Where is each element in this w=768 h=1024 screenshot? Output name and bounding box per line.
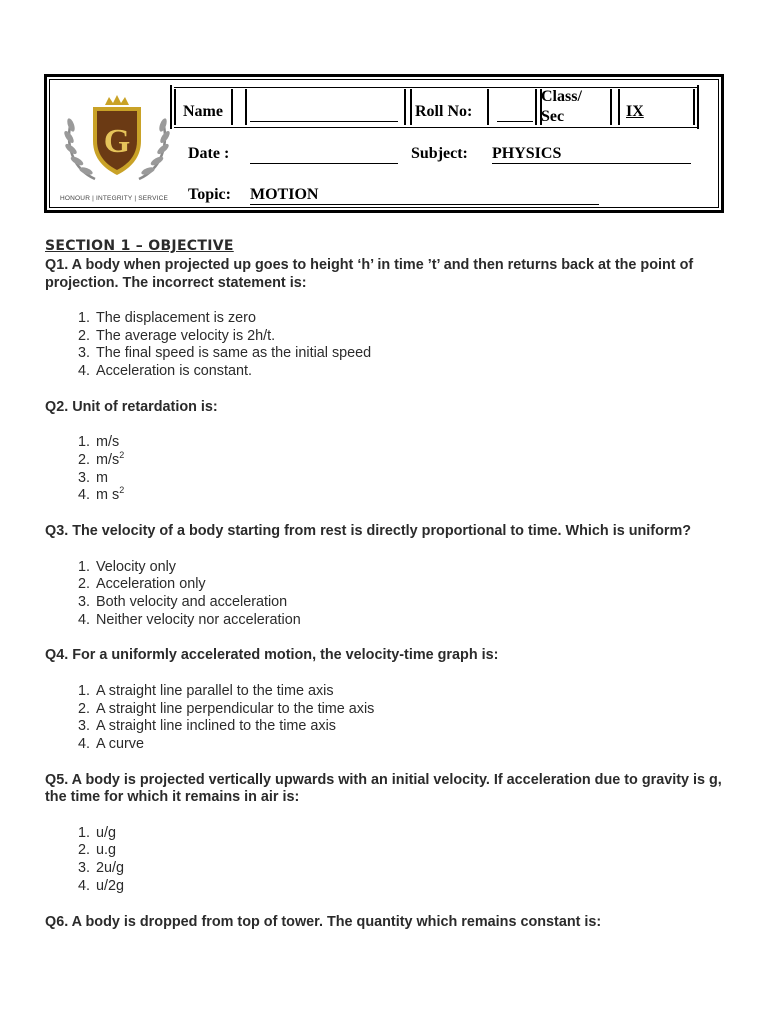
option-item: 2. The average velocity is 2h/t. [77, 327, 276, 344]
frame-bar [404, 89, 406, 125]
question-3: Q3. The velocity of a body starting from rest is directly proportional to time. Which is uniform? [45, 523, 692, 540]
frame-bar [410, 89, 412, 125]
subject-field-line [492, 163, 691, 164]
option-item: 3. Both velocity and acceleration [77, 594, 288, 611]
frame-bar [535, 89, 537, 125]
frame-bar [487, 89, 489, 125]
header-box [44, 74, 724, 213]
frame-bar [231, 89, 233, 125]
question-3-options [45, 559, 735, 630]
question-4: Q4. For a uniformly accelerated motion, the velocity-time graph is: [45, 647, 499, 664]
question-5-options [45, 825, 735, 896]
frame-bar [618, 89, 620, 125]
roll-no-label: Roll No: [415, 103, 473, 120]
option-item: 4. m $s^2$ [77, 485, 125, 504]
logo-letter: G [103, 123, 131, 160]
option-item: 4. u/2g [77, 877, 125, 894]
subject-label: Subject: [411, 145, 468, 162]
school-motto: HONOUR | INTEGRITY | SERVICE [60, 195, 169, 202]
question-4-options [45, 683, 735, 754]
subject-value: PHYSICS [492, 145, 562, 162]
question-1-options [45, 310, 735, 381]
option-item: 3. 2u/g [77, 860, 125, 877]
frame-bar [610, 89, 612, 125]
roll-no-field-line[interactable] [497, 121, 533, 122]
frame-bottom-line [174, 127, 697, 128]
option-item: 1. m/s [77, 434, 120, 451]
option-item: 3. m [77, 469, 108, 486]
school-logo [57, 91, 177, 191]
question-6: Q6. A body is dropped from top of tower. The quantity which remains constant is: [45, 913, 602, 930]
option-item: 4. Neither velocity nor acceleration [77, 611, 301, 628]
question-2: Q2. Unit of retardation is: [45, 398, 218, 415]
option-item: 4. Acceleration is constant. [77, 363, 252, 380]
section-title: SECTION 1 – OBJECTIVE [45, 238, 234, 254]
name-label: Name [183, 103, 223, 120]
option-item: 2. A straight line perpendicular to the time axis [77, 700, 375, 717]
option-item: 2. $m/s^2$ [77, 450, 125, 469]
frame-bar [170, 85, 172, 129]
class-sec-label-line1: Class/ [541, 88, 582, 105]
option-item: 3. A straight line inclined to the time axis [77, 718, 336, 735]
option-item: 4. A curve [77, 736, 144, 753]
frame-bar [245, 89, 247, 125]
option-item: 1. A straight line parallel to the time axis [77, 682, 334, 699]
date-field-line[interactable] [250, 163, 398, 164]
option-item: 3. The final speed is same as the initial speed [77, 345, 372, 362]
question-2-options [45, 434, 735, 505]
date-label: Date : [188, 145, 230, 162]
frame-top-line [174, 87, 697, 88]
topic-label: Topic: [188, 186, 231, 203]
frame-bar [697, 85, 699, 129]
option-item: 2. Acceleration only [77, 576, 206, 593]
option-item: 1. u/g [77, 824, 117, 841]
question-5: Q5. A body is projected vertically upwards with an initial velocity. If acceleration due to gravity is g, the time for which it remains in air is: [45, 771, 722, 806]
topic-field-line [250, 204, 599, 205]
topic-value: MOTION [250, 186, 319, 203]
question-1: Q1. A body when projected up goes to height ‘h’ in time ’t’ and then returns back at the point of projection. The incorrect statement is: [45, 257, 694, 291]
name-field-line[interactable] [250, 121, 398, 122]
option-item: 2. u.g [77, 842, 117, 859]
frame-bar [174, 89, 176, 125]
class-value: IX [626, 103, 644, 120]
worksheet-content [45, 237, 735, 931]
class-sec-label-line2: Sec [541, 108, 565, 124]
option-item: 1. Velocity only [77, 558, 176, 575]
frame-bar [693, 89, 695, 125]
option-item: 1. The displacement is zero [77, 310, 256, 326]
